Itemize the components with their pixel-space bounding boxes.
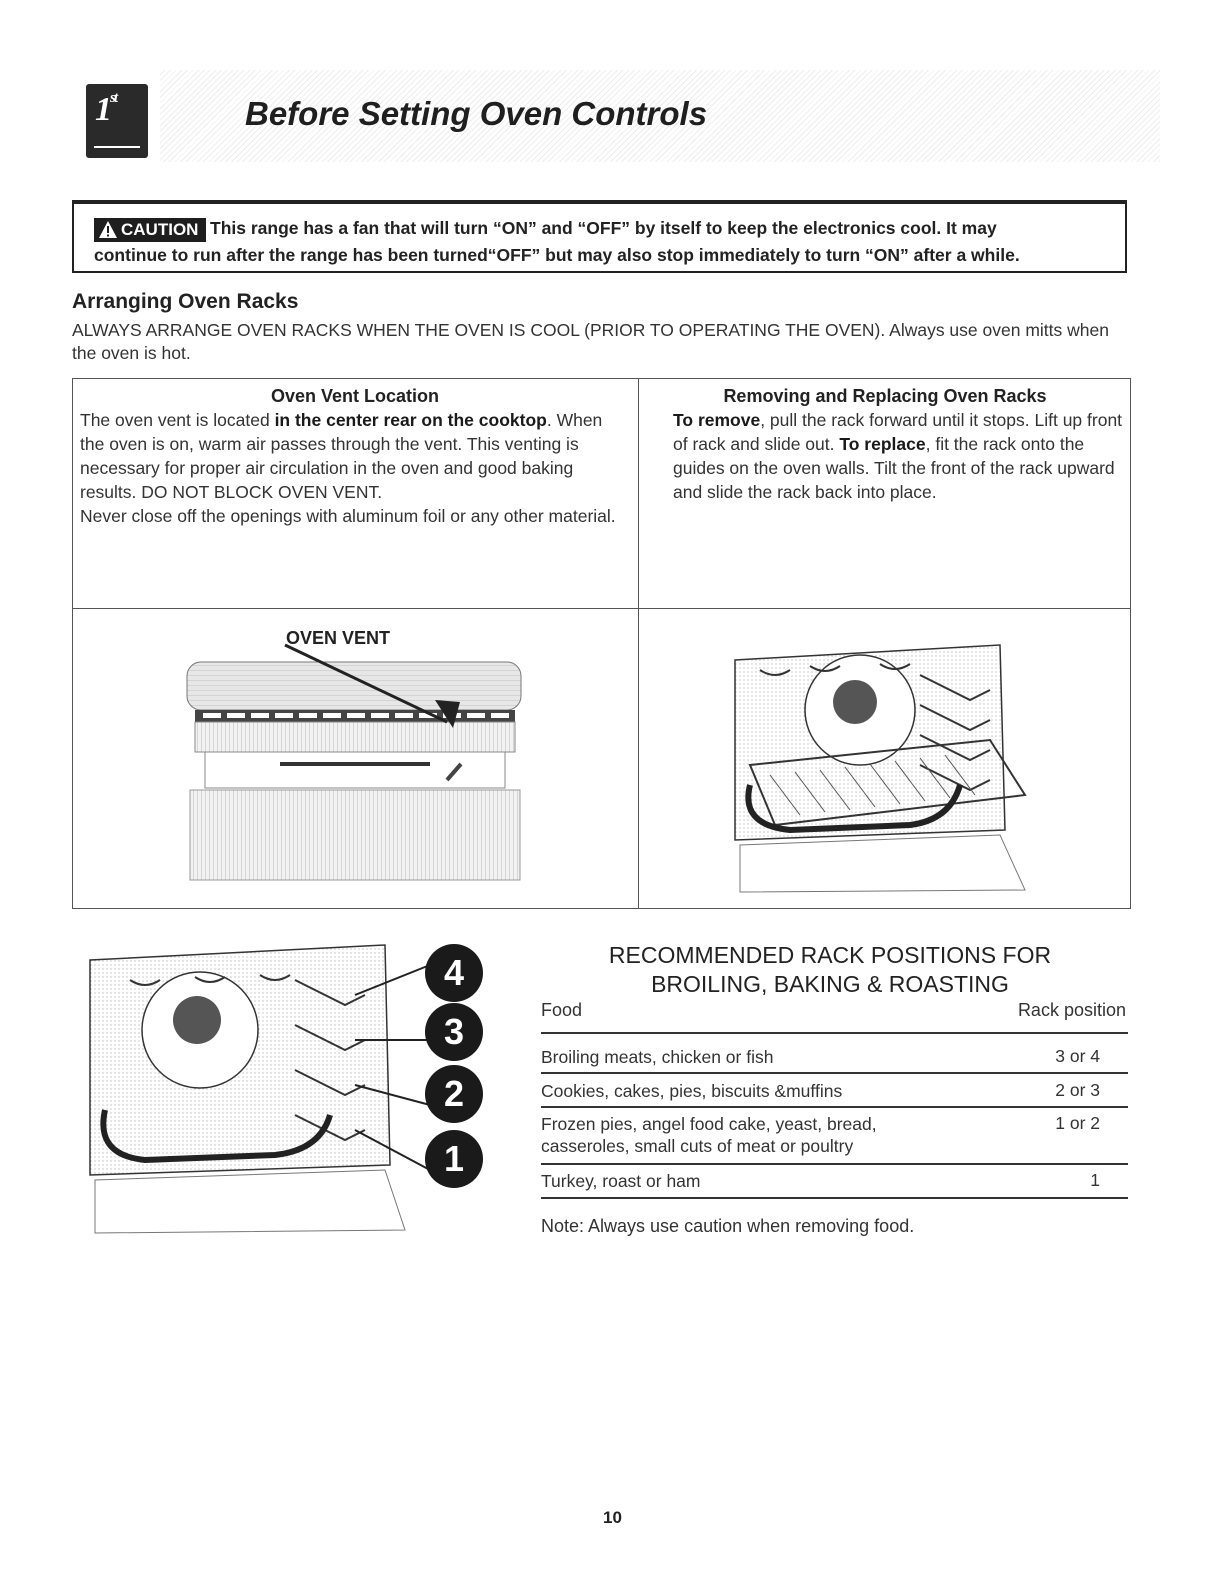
- section-intro: ALWAYS ARRANGE OVEN RACKS WHEN THE OVEN IS COOL (PRIOR TO OPERATING THE OVEN). Always use oven mitts when the oven is hot.: [72, 320, 1109, 363]
- page-title: Before Setting Oven Controls: [245, 95, 708, 132]
- caution-badge: [94, 218, 206, 242]
- grid-divider-vertical: [638, 378, 639, 909]
- warning-icon: [98, 220, 118, 240]
- oven-vent-illustration: [185, 640, 525, 890]
- table-row-position: 1 or 2: [1055, 1113, 1100, 1133]
- section-heading: Arranging Oven Racks: [72, 290, 299, 313]
- table-rule: [541, 1032, 1128, 1034]
- vent-title: Oven Vent Location: [270, 386, 440, 406]
- table-row-position: 3 or 4: [1055, 1046, 1100, 1066]
- rack-table-title: RECOMMENDED RACK POSITIONS FOR BROILING, BAKING & ROASTING: [608, 942, 1052, 997]
- rack-number-3: 3: [443, 1011, 465, 1052]
- table-row-food: Frozen pies, angel food cake, yeast, bread, casseroles, small cuts of meat or poultry: [541, 1114, 877, 1156]
- first-step-badge: 1st: [86, 84, 148, 158]
- table-row-food: Broiling meats, chicken or fish: [541, 1047, 774, 1067]
- vent-text: The oven vent is located in the center rear on the cooktop. When the oven is on, warm air passes through the vent. This venting is necessary for proper air circulation in the oven and good baking results. DO NOT BLOCK OVEN VENT. Never close off the openings with aluminum foil or any other material.: [80, 410, 616, 526]
- racks-text: To remove, pull the rack forward until it stops. Lift up front of rack and slide out. To replace, fit the rack onto the guides on the oven walls. Tilt the front of the rack upward and slide the rack back into place.: [673, 410, 1123, 502]
- caution-line-2: continue to run after the range has been turned“OFF” but may also stop immediately to turn “ON” after a while.: [94, 245, 1020, 265]
- table-row-food: Cookies, cakes, pies, biscuits &muffins: [541, 1081, 843, 1101]
- table-rule: [541, 1072, 1128, 1074]
- table-rule: [541, 1106, 1128, 1108]
- rack-number-2: 2: [443, 1073, 465, 1114]
- column-header-food: Food: [541, 1000, 583, 1020]
- table-row-food: Turkey, roast or ham: [541, 1171, 701, 1191]
- caution-line-1: This range has a fan that will turn “ON” and “OFF” by itself to keep the electronics cool. It may: [210, 218, 997, 238]
- oven-vent-label: OVEN VENT: [286, 628, 391, 648]
- rack-number-1: 1: [443, 1138, 465, 1179]
- column-header-rack-position: Rack position: [1017, 1000, 1126, 1020]
- oven-rack-illustration: [730, 630, 1040, 895]
- table-rule: [541, 1197, 1128, 1199]
- racks-title: Removing and Replacing Oven Racks: [723, 386, 1047, 406]
- table-rule: [541, 1163, 1128, 1165]
- rack-number-4: 4: [443, 952, 465, 993]
- page-number: 10: [603, 1508, 622, 1527]
- table-note: Note: Always use caution when removing food.: [541, 1216, 915, 1236]
- grid-divider-horizontal: [72, 608, 1131, 609]
- caution-label: CAUTION: [121, 220, 199, 239]
- table-row-position: 1: [1090, 1170, 1100, 1190]
- table-row-position: 2 or 3: [1055, 1080, 1100, 1100]
- caution-box: [72, 200, 1127, 273]
